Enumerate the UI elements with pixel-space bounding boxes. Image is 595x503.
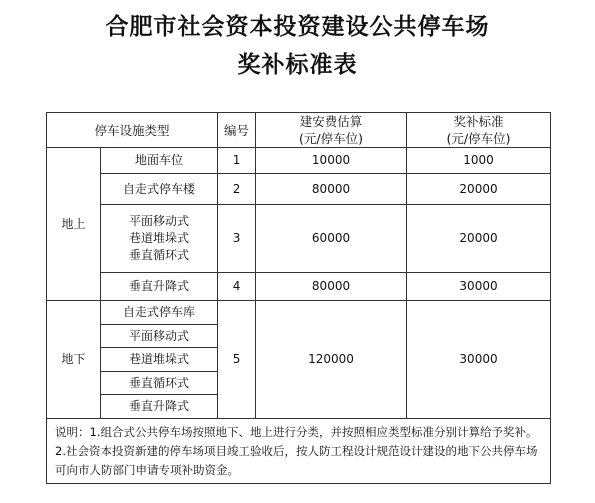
header-subsidy-line2: (元/停车位) [446,131,511,146]
header-cost-line1: 建安费估算 [299,114,363,129]
row-number: 3 [218,205,256,273]
row-number: 2 [218,174,256,205]
table-row [47,205,551,273]
row-number: 1 [218,148,256,174]
facility-type: 垂直循环式 [101,372,218,395]
table-row [47,174,551,205]
cost-value: 60000 [256,205,407,273]
header-cost-line2: (元/停车位) [299,131,363,146]
table-row [47,273,551,301]
subsidy-table [46,112,551,484]
header-subsidy [407,113,551,148]
facility-type: 平面移动式 [101,325,218,348]
facility-type-line: 平面移动式 [129,214,190,228]
facility-type: 巷道堆垛式 [101,348,218,372]
facility-type-line: 巷道堆垛式 [129,231,190,245]
subsidy-value: 20000 [407,205,551,273]
facility-type-line: 垂直循环式 [129,248,190,262]
header-subsidy-line1: 奖补标准 [453,114,504,129]
table-row [47,148,551,174]
subsidy-value: 1000 [407,148,551,174]
facility-type-multi [101,205,218,273]
document-subtitle: 奖补标准表 [237,52,358,78]
table-note: 说明：1.组合式公共停车场按照地下、地上进行分类，并按照相应类型标准分别计算给予奖补。2.社会资本投资新建的停车场项目竣工验收后，按人防工程设计规范设计建设的地下公共停车场可向市人防部门申请专项补助资金。 [47,419,551,484]
document-title: 合肥市社会资本投资建设公共停车场 [105,14,490,40]
cost-value: 120000 [256,301,407,419]
subsidy-value: 30000 [407,273,551,301]
table-row [47,301,551,325]
row-number: 4 [218,273,256,301]
cost-value: 10000 [256,148,407,174]
header-facility-type: 停车设施类型 [47,113,218,148]
note-row [47,419,551,484]
facility-type: 垂直升降式 [101,395,218,419]
row-number: 5 [218,301,256,419]
cost-value: 80000 [256,174,407,205]
facility-type: 自走式停车库 [101,301,218,325]
facility-type: 垂直升降式 [101,273,218,301]
header-cost [256,113,407,148]
header-number: 编号 [218,113,256,148]
subsidy-value: 20000 [407,174,551,205]
group-above-ground: 地上 [47,148,101,301]
table-header-row [47,113,551,148]
facility-type: 自走式停车楼 [101,174,218,205]
subsidy-value: 30000 [407,301,551,419]
facility-type: 地面车位 [101,148,218,174]
group-below-ground: 地下 [47,301,101,419]
cost-value: 80000 [256,273,407,301]
